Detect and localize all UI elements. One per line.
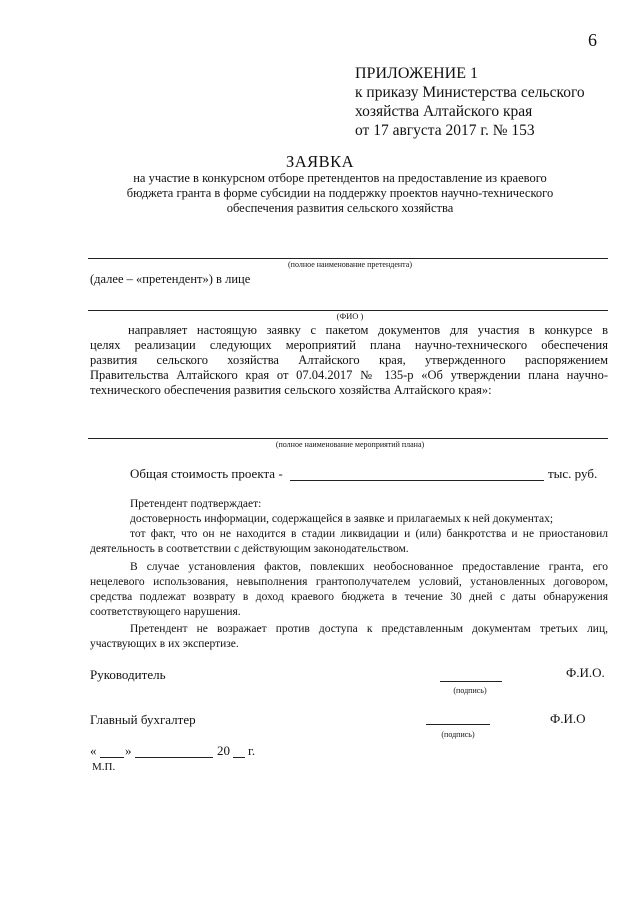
paragraph-line: нецелевого использования, невыполнения грантополучателем условий, установленных договором, — [90, 576, 608, 588]
head-fio: Ф.И.О. — [566, 665, 605, 680]
appendix-line: к приказу Министерства сельского — [355, 84, 585, 101]
stamp-place: М.П. — [92, 761, 116, 773]
hereinafter-text: (далее – «претендент») в лице — [90, 272, 251, 286]
head-label: Руководитель — [90, 667, 166, 682]
access-paragraph — [90, 622, 608, 652]
appendix-line: хозяйства Алтайского края — [355, 103, 533, 120]
document-subtitle — [120, 171, 560, 216]
confirm-item: достоверность информации, содержащейся в заявке и прилагаемых к ней документах; — [130, 513, 554, 525]
subtitle-line: обеспечения развития сельского хозяйства — [226, 201, 454, 215]
appendix-title: ПРИЛОЖЕНИЕ 1 — [355, 65, 479, 82]
accountant-signature-caption: (подпись) — [441, 730, 475, 739]
date-day-line[interactable] — [100, 757, 124, 758]
page-number: 6 — [588, 30, 597, 50]
date-year-prefix: 20 — [217, 743, 230, 758]
document-title: ЗАЯВКА — [285, 152, 355, 171]
subtitle-line: на участие в конкурсном отборе претендентов на предоставление из краевого — [133, 171, 547, 185]
cost-unit: тыс. руб. — [548, 466, 598, 481]
confirm-item-line: тот факт, что он не находится в стадии ликвидации и (или) банкротства и не приостановил — [130, 528, 608, 540]
applicant-caption: (полное наименование претендента) — [288, 260, 412, 269]
fio-caption: (ФИО ) — [336, 311, 364, 321]
measures-caption: (полное наименование мероприятий плана) — [275, 440, 425, 449]
paragraph-line: соответствующего нарушения. — [90, 606, 241, 618]
paragraph-line: технического обеспечения развития сельского хозяйства Алтайского края»: — [90, 383, 492, 397]
paragraph-line: развития сельского хозяйства Алтайского края, утвержденного распоряжением — [90, 353, 608, 367]
accountant-fio: Ф.И.О — [550, 711, 586, 726]
paragraph-line: средства подлежат возврату в доход краевого бюджета в течение 30 дней с даты обнаружения — [90, 591, 608, 603]
return-paragraph — [90, 560, 608, 620]
date-close-quote: » — [125, 743, 132, 758]
paragraph-line: Претендент не возражает против доступа к представленным документам третьих лиц, — [130, 623, 608, 635]
subtitle-line: бюджета гранта в форме субсидии на поддержку проектов научно-технического — [126, 186, 554, 200]
paragraph-line: целях реализации следующих мероприятий плана научно-технического обеспечения — [90, 338, 608, 352]
paragraph-line: Правительства Алтайского края от 07.04.2017 № 135-р «Об утверждении плана научно- — [90, 368, 608, 382]
measures-line[interactable] — [88, 438, 608, 439]
appendix-line: от 17 августа 2017 г. № 153 — [355, 122, 535, 139]
application-paragraph — [90, 323, 608, 398]
date-month-line[interactable] — [135, 757, 213, 758]
date-year-suffix: г. — [248, 743, 256, 758]
head-signature-line[interactable] — [440, 681, 502, 682]
appendix-header — [355, 64, 585, 140]
confirm-item — [90, 527, 608, 557]
accountant-label: Главный бухгалтер — [90, 712, 196, 727]
confirm-item-line: деятельность в соответствии с действующим законодательством. — [90, 543, 409, 555]
applicant-name-line[interactable] — [88, 258, 608, 259]
date-year-line[interactable] — [233, 757, 245, 758]
head-signature-caption: (подпись) — [453, 686, 487, 695]
cost-input-line[interactable] — [290, 480, 544, 481]
confirm-heading: Претендент подтверждает: — [130, 498, 262, 510]
accountant-signature-line[interactable] — [426, 724, 490, 725]
date-open-quote: « — [90, 743, 97, 758]
paragraph-line: направляет настоящую заявку с пакетом документов для участия в конкурсе в — [128, 323, 608, 337]
cost-label: Общая стоимость проекта - — [130, 466, 283, 481]
paragraph-line: участвующих в их экспертизе. — [90, 638, 239, 650]
paragraph-line: В случае установления фактов, повлекших необоснованное предоставление гранта, его — [130, 561, 608, 573]
